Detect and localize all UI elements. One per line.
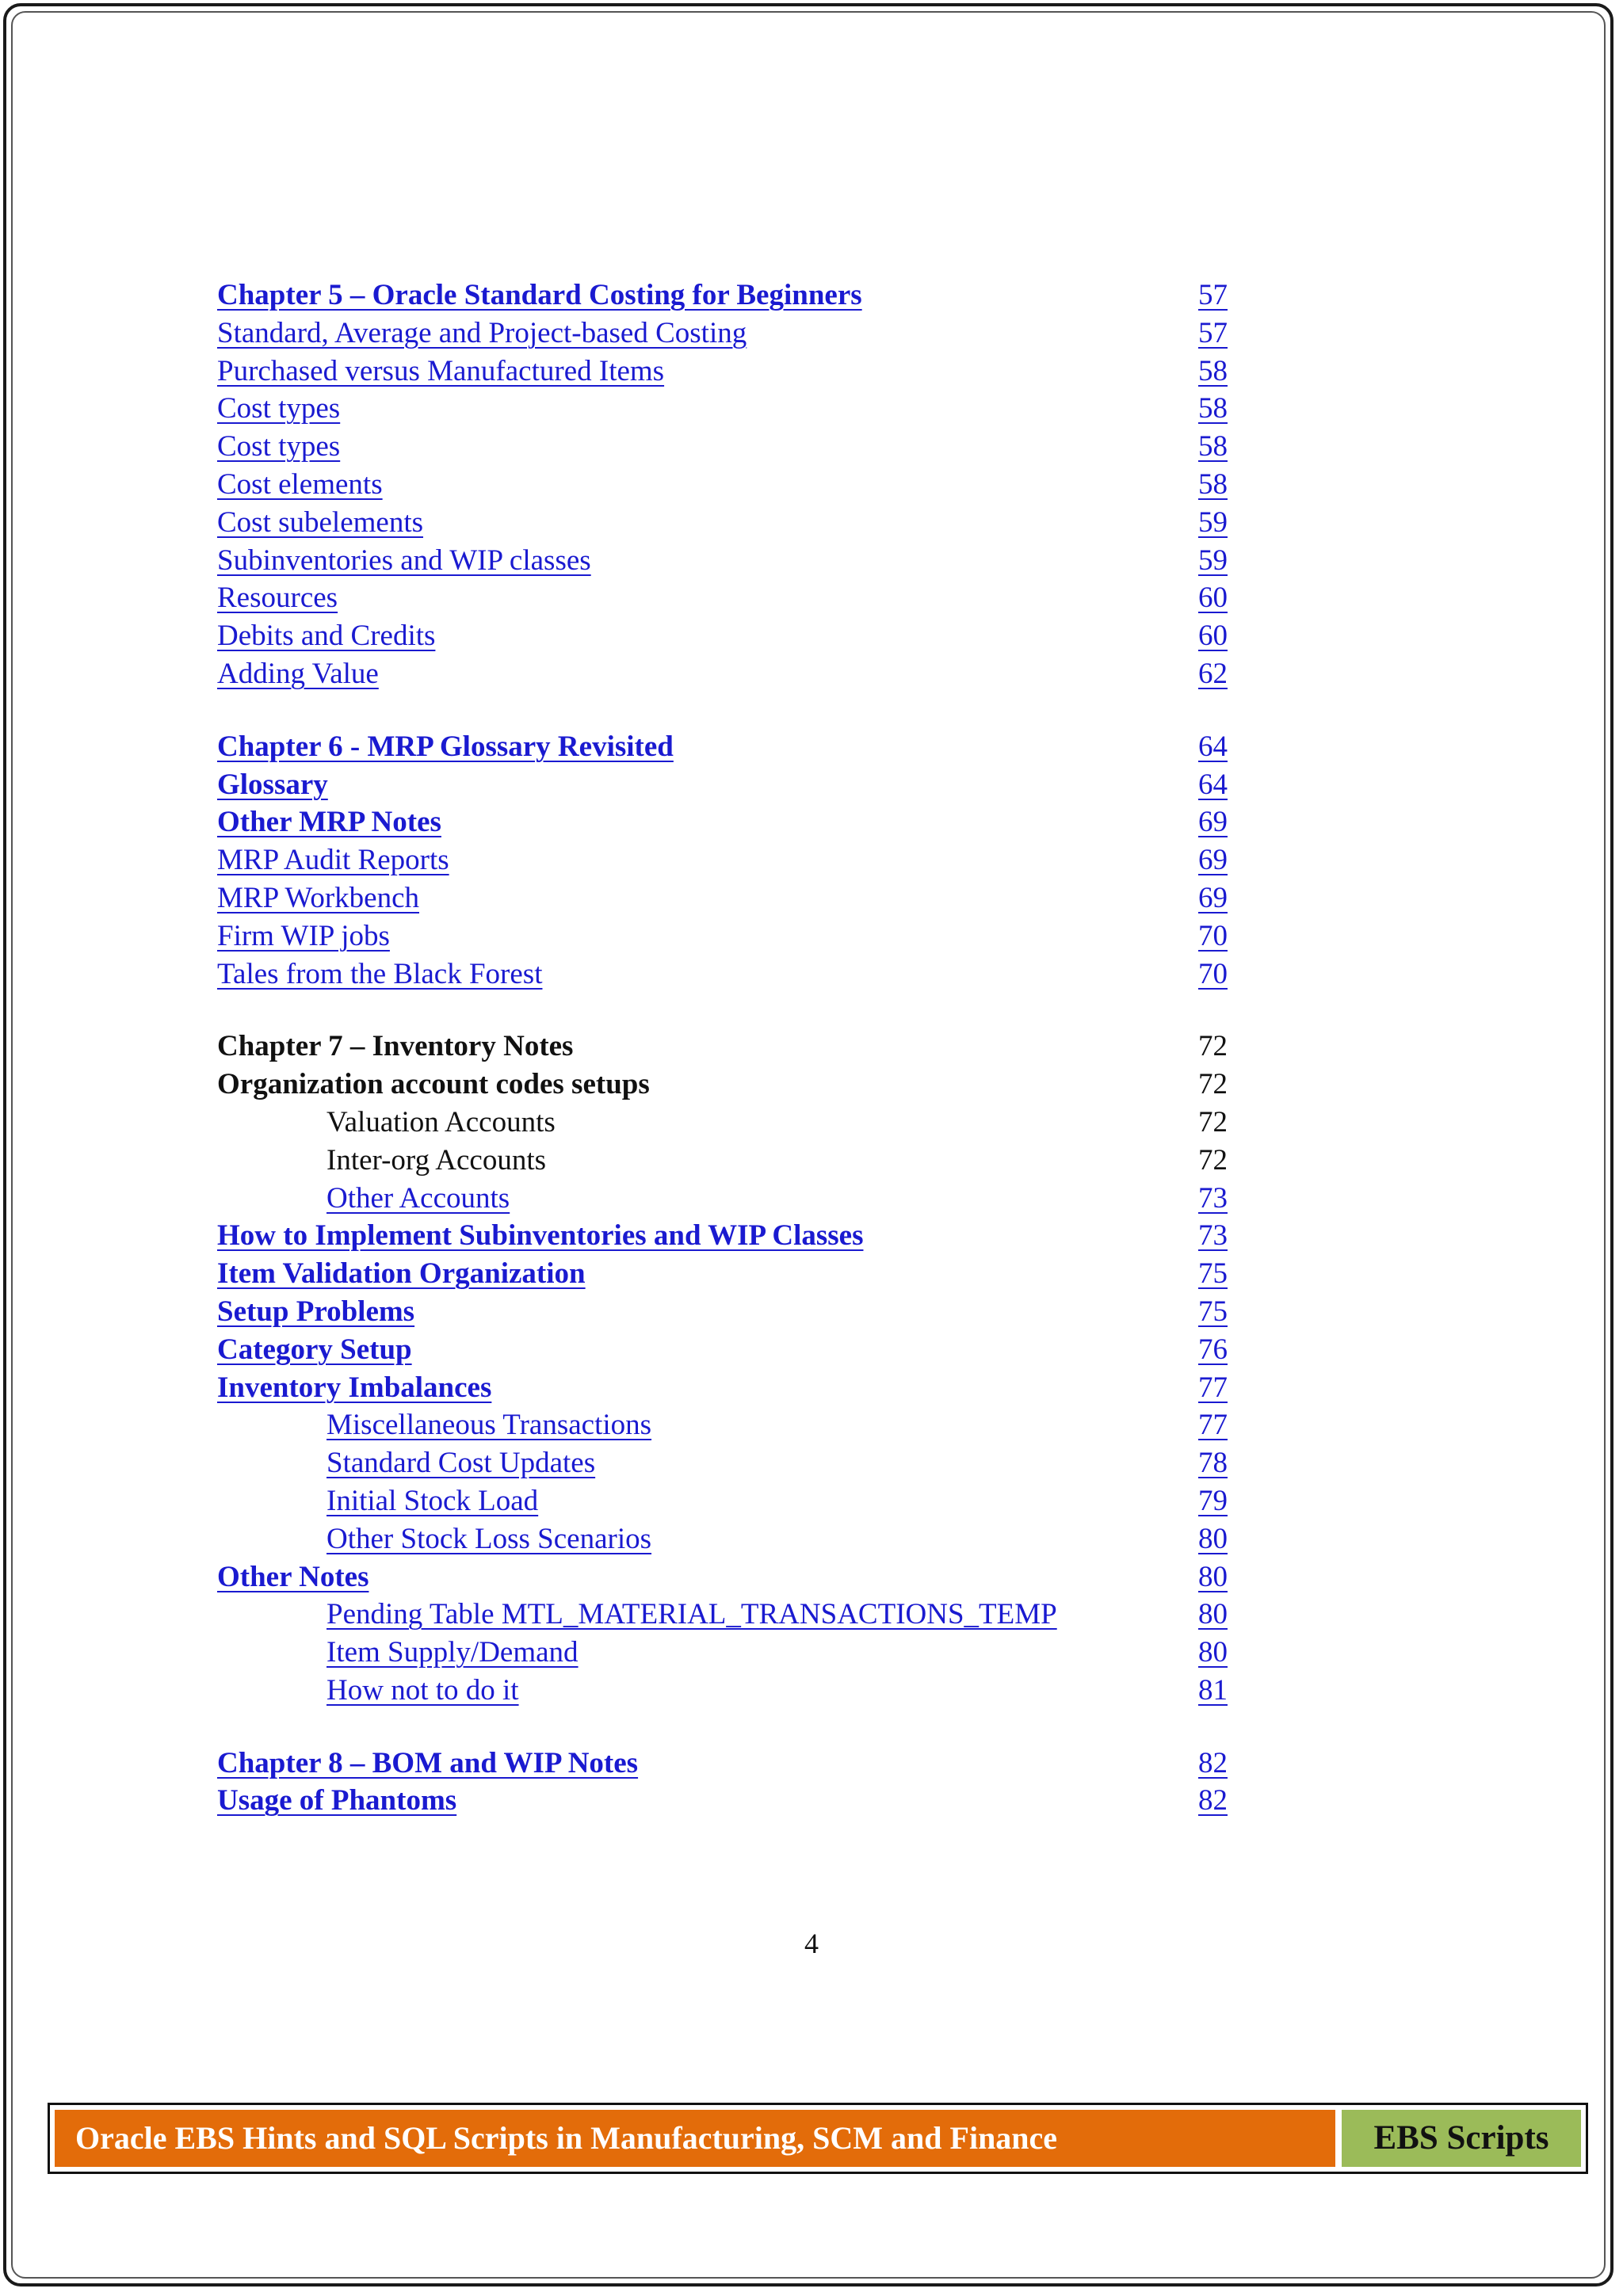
toc-entry-label[interactable]: Tales from the Black Forest (217, 957, 543, 990)
toc-entry-page[interactable]: 77 (1198, 1409, 1228, 1442)
toc-entry[interactable] (217, 277, 1247, 315)
toc-entry-label[interactable]: Category Setup (217, 1333, 412, 1366)
toc-entry-label[interactable]: Chapter 5 – Oracle Standard Costing for Beginners (217, 279, 862, 311)
toc-entry[interactable] (217, 542, 1247, 580)
toc-entry-page[interactable]: 73 (1198, 1181, 1228, 1215)
toc-entry-page: 72 (1198, 1105, 1228, 1138)
toc-entry[interactable] (217, 579, 1247, 617)
toc-entry-label[interactable]: Cost types (217, 392, 341, 425)
toc-entry-page[interactable]: 81 (1198, 1673, 1228, 1707)
toc-entry-label[interactable]: Standard, Average and Project-based Costing (217, 316, 747, 349)
toc-entry[interactable] (217, 955, 1247, 994)
toc-entry-page[interactable]: 69 (1198, 806, 1228, 839)
toc-entry-page[interactable]: 75 (1198, 1295, 1228, 1328)
toc-entry-label[interactable]: Cost subelements (217, 505, 424, 539)
toc-entry[interactable] (217, 617, 1247, 655)
toc-entry[interactable] (217, 1180, 1247, 1218)
toc-entry-label[interactable]: Usage of Phantoms (217, 1784, 457, 1817)
toc-entry-label[interactable]: Other Notes (217, 1560, 369, 1593)
toc-entry[interactable] (217, 728, 1247, 766)
toc-group-gap (217, 693, 1247, 728)
footer-book-title: Oracle EBS Hints and SQL Scripts in Manufacturing, SCM and Finance (55, 2110, 1335, 2167)
toc-entry-label[interactable]: Item Validation Organization (217, 1257, 586, 1291)
toc-group-gap (217, 1710, 1247, 1745)
toc-entry-label[interactable]: Inventory Imbalances (217, 1371, 492, 1404)
toc-entry-label[interactable]: Pending Table MTL_MATERIAL_TRANSACTIONS_TEMP (327, 1598, 1057, 1631)
toc-entry-label[interactable]: Chapter 6 - MRP Glossary Revisited (217, 730, 674, 763)
toc-entry[interactable] (217, 1782, 1247, 1820)
toc-entry[interactable] (217, 1482, 1247, 1520)
toc-entry-page[interactable]: 82 (1198, 1784, 1228, 1817)
toc-entry-page[interactable]: 69 (1198, 844, 1228, 877)
toc-entry[interactable] (217, 504, 1247, 542)
toc-entry[interactable] (217, 917, 1247, 955)
toc-entry-label[interactable]: Subinventories and WIP classes (217, 543, 591, 577)
toc-entry[interactable] (217, 1217, 1247, 1255)
toc-entry-page: 72 (1198, 1143, 1228, 1177)
table-of-contents (217, 277, 1247, 1820)
toc-entry[interactable] (217, 1672, 1247, 1710)
toc-entry-page[interactable]: 57 (1198, 279, 1228, 311)
toc-entry-page[interactable]: 62 (1198, 657, 1228, 690)
toc-entry[interactable] (217, 803, 1247, 841)
toc-entry[interactable] (217, 390, 1247, 428)
toc-entry-label[interactable]: Other MRP Notes (217, 806, 441, 839)
toc-entry-label: Inter-org Accounts (327, 1143, 547, 1177)
toc-entry[interactable] (217, 655, 1247, 693)
toc-entry[interactable] (217, 315, 1247, 353)
toc-entry-page[interactable]: 80 (1198, 1636, 1228, 1669)
toc-entry-label[interactable]: Adding Value (217, 657, 379, 690)
toc-entry-page[interactable]: 59 (1198, 505, 1228, 539)
toc-entry-label[interactable]: Resources (217, 582, 338, 615)
toc-entry[interactable] (217, 1558, 1247, 1596)
toc-entry-page[interactable]: 58 (1198, 467, 1228, 501)
toc-entry[interactable] (217, 1406, 1247, 1444)
toc-entry-page[interactable]: 80 (1198, 1598, 1228, 1631)
toc-entry[interactable] (217, 1255, 1247, 1293)
toc-entry-page[interactable]: 80 (1198, 1560, 1228, 1593)
toc-entry-page[interactable]: 70 (1198, 957, 1228, 990)
toc-entry-label[interactable]: Cost types (217, 430, 341, 463)
toc-entry-label[interactable]: Firm WIP jobs (217, 919, 390, 952)
toc-entry-label[interactable]: MRP Workbench (217, 881, 419, 914)
toc-entry (217, 1104, 1247, 1142)
toc-entry-label[interactable]: Debits and Credits (217, 620, 436, 653)
toc-entry-label[interactable]: Miscellaneous Transactions (327, 1409, 652, 1442)
toc-entry-page[interactable]: 75 (1198, 1257, 1228, 1291)
footer-tag: EBS Scripts (1342, 2110, 1581, 2167)
toc-entry-label[interactable]: Standard Cost Updates (327, 1447, 596, 1480)
toc-entry-label[interactable]: Other Accounts (327, 1181, 510, 1215)
toc-entry-label[interactable]: How not to do it (327, 1673, 519, 1707)
toc-entry-page[interactable]: 58 (1198, 392, 1228, 425)
toc-entry-label[interactable]: Purchased versus Manufactured Items (217, 354, 665, 387)
toc-entry[interactable] (217, 766, 1247, 804)
toc-entry-page: 72 (1198, 1068, 1228, 1101)
toc-entry-page[interactable]: 58 (1198, 354, 1228, 387)
toc-entry-page[interactable]: 64 (1198, 730, 1228, 763)
toc-entry-page[interactable]: 78 (1198, 1447, 1228, 1480)
toc-entry-label[interactable]: Item Supply/Demand (327, 1636, 579, 1669)
toc-group-gap (217, 993, 1247, 1028)
toc-entry-page[interactable]: 58 (1198, 430, 1228, 463)
toc-entry-label: Organization account codes setups (217, 1068, 650, 1101)
toc-entry-label[interactable]: Setup Problems (217, 1295, 415, 1328)
toc-entry-page[interactable]: 69 (1198, 881, 1228, 914)
toc-entry[interactable] (217, 1596, 1247, 1634)
toc-entry[interactable] (217, 1444, 1247, 1482)
toc-entry-page[interactable]: 60 (1198, 620, 1228, 653)
toc-entry[interactable] (217, 428, 1247, 466)
toc-entry[interactable] (217, 1293, 1247, 1331)
toc-entry-label[interactable]: Glossary (217, 768, 328, 801)
toc-entry-page[interactable]: 73 (1198, 1219, 1228, 1253)
toc-entry[interactable] (217, 1520, 1247, 1558)
toc-entry-page[interactable]: 60 (1198, 582, 1228, 615)
toc-entry-label[interactable]: How to Implement Subinventories and WIP Classes (217, 1219, 864, 1253)
footer-banner (48, 2103, 1588, 2174)
toc-entry-page[interactable]: 76 (1198, 1333, 1228, 1366)
toc-entry-label[interactable]: Initial Stock Load (327, 1484, 539, 1517)
toc-entry[interactable] (217, 466, 1247, 504)
toc-entry[interactable] (217, 879, 1247, 917)
toc-entry[interactable] (217, 1745, 1247, 1783)
toc-entry-page[interactable]: 79 (1198, 1484, 1228, 1517)
toc-entry-label[interactable]: MRP Audit Reports (217, 844, 449, 877)
toc-entry-page[interactable]: 59 (1198, 543, 1228, 577)
toc-entry-label[interactable]: Chapter 8 – BOM and WIP Notes (217, 1746, 639, 1779)
toc-entry[interactable] (217, 841, 1247, 879)
toc-entry-label[interactable]: Other Stock Loss Scenarios (327, 1522, 652, 1555)
toc-entry[interactable] (217, 353, 1247, 391)
toc-entry (217, 1142, 1247, 1180)
toc-entry-label[interactable]: Cost elements (217, 467, 383, 501)
toc-entry (217, 1028, 1247, 1066)
toc-entry[interactable] (217, 1331, 1247, 1369)
toc-entry-page[interactable]: 80 (1198, 1522, 1228, 1555)
page-number: 4 (804, 1928, 819, 1959)
toc-entry-page[interactable]: 77 (1198, 1371, 1228, 1404)
toc-entry-label: Valuation Accounts (327, 1105, 556, 1138)
toc-entry-page: 72 (1198, 1030, 1228, 1063)
toc-entry (217, 1066, 1247, 1104)
toc-entry[interactable] (217, 1634, 1247, 1672)
toc-entry-page[interactable]: 70 (1198, 919, 1228, 952)
toc-entry-page[interactable]: 57 (1198, 316, 1228, 349)
toc-entry-label: Chapter 7 – Inventory Notes (217, 1030, 574, 1063)
toc-entry-page[interactable]: 64 (1198, 768, 1228, 801)
toc-entry[interactable] (217, 1369, 1247, 1407)
toc-entry-page[interactable]: 82 (1198, 1746, 1228, 1779)
